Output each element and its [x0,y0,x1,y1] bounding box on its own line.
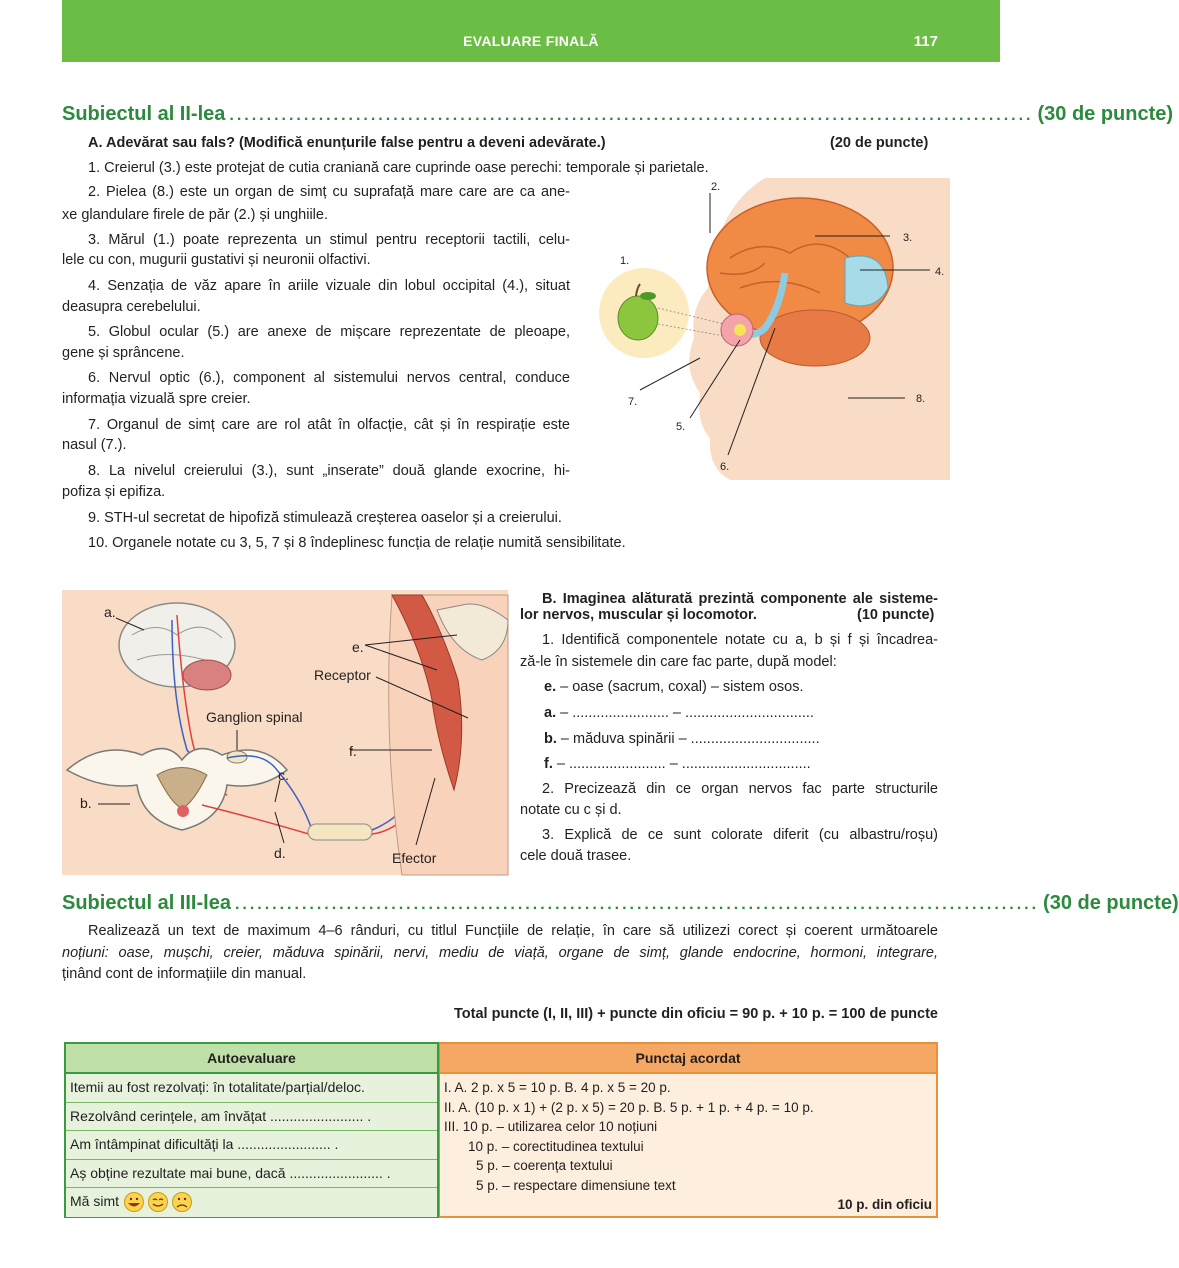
score-line-4: 10 p. – corectitudinea textului [468,1138,644,1154]
evaluation-table [64,1042,938,1218]
b-q2-line-2: notate cu c și d. [520,802,622,818]
fig-label-3: 3. [903,232,913,244]
b-q3-line-1: 3. Explică de ce sunt colorate diferit (cu albastru/roșu) [542,827,938,843]
b-answer-b-text: – măduva spinării – ................................ [556,731,820,747]
item-3-line-1: 3. Mărul (1.) poate reprezenta un stimul pentru receptorii tactili, celu- [88,232,570,248]
b-answer-b-label: b. [544,731,557,747]
b-answer-f [544,755,811,773]
score-line-5: 5 p. – coerența textului [476,1158,613,1173]
apple-leaf [640,292,656,300]
b-answer-f-text: – ........................ – ................................ [552,756,811,772]
fig-label-1: 1. [620,255,630,267]
self-eval-row-3: Am întâmpinat dificultăți la ........................ . [66,1131,437,1160]
fig2-label-f: f. [349,743,357,759]
score-line-1: I. A. 2 p. x 5 = 10 p. B. 4 p. x 5 = 20 p. [444,1080,671,1095]
header-title: EVALUARE FINALĂ [463,33,599,49]
item-9: 9. STH-ul secretat de hipofiză stimulează creșterea oaselor și a creierului. [88,510,562,526]
score-column [439,1042,938,1218]
sad-icon[interactable] [172,1193,191,1212]
fig2-label-receptor: Receptor [314,667,371,683]
fig-label-5: 5. [676,421,686,433]
score-list [440,1074,936,1215]
feeling-emojis [123,1191,195,1213]
fig-label-8: 8. [916,393,926,405]
b-example-text: – oase (sacrum, coxal) – sistem osos. [556,679,804,695]
part-a-title: A. Adevărat sau fals? (Modifică enunțurile false pentru a deveni adevărate.) [88,135,606,151]
page-number: 117 [913,33,938,50]
b-example [544,678,804,696]
part-a-points: (20 de puncte) [830,135,929,151]
s3-paragraph-line-2: noțiuni: oase, mușchi, creier, măduva spinării, nervi, mediu de viață, organe de simț, glande endocrine, hormoni, integrare, [62,945,938,961]
b-answer-b [544,730,820,748]
item-6-line-1: 6. Nervul optic (6.), component al sistemului nervos central, conduce [88,370,570,386]
cerebellum [760,310,870,366]
item-10: 10. Organele notate cu 3, 5, 7 și 8 îndeplinesc funcția de relație numită sensibilitate. [88,535,626,551]
fig2-label-b: b. [80,795,92,811]
part-b-title-2: lor nervos, muscular și locomotor. [520,607,757,623]
part-b-points: (10 puncte) [857,607,935,623]
fig-label-7: 7. [628,396,638,408]
self-eval-row-4: Aș obține rezultate mai bune, dacă ........................ . [66,1160,437,1189]
s3-paragraph-line-1: Realizează un text de maximum 4–6 rânduri, cu titlul Funcțiile de relație, în care să utilizezi corect și coerent următoarele [88,923,938,939]
nerve-bundle [308,824,372,840]
cerebellum-drawing [183,660,231,690]
score-line-3: III. 10 p. – utilizarea celor 10 noțiuni [444,1119,658,1134]
smile-icon[interactable] [148,1193,167,1212]
b-answer-f-label: f. [544,756,553,772]
item-1: 1. Creierul (3.) este protejat de cutia craniană care cuprinde oase perechi: temporale și parietale. [88,160,709,176]
score-line-6: 5 p. – respectare dimensiune text [476,1177,676,1193]
apple [618,296,658,340]
score-oficiu: 10 p. din oficiu [837,1197,932,1212]
section-2-points: (30 de puncte) [1037,103,1174,125]
self-eval-row-5 [66,1188,437,1217]
eye-lens [734,324,746,336]
item-8-line-1: 8. La nivelul creierului (3.), sunt „inserate” două glande exocrine, hi- [88,463,570,479]
fig2-label-ganglion: Ganglion spinal [206,709,303,725]
item-6-line-2: informația vizuală spre creier. [62,391,251,407]
dot-leader-3: ............................................................................................................ [234,896,1040,913]
nervous-system-figure [62,590,508,875]
self-evaluation-header: Autoevaluare [66,1044,437,1074]
item-8-line-2: pofiza și epifiza. [62,484,166,500]
self-eval-row-2: Rezolvând cerințele, am învățat ........................ . [66,1103,437,1132]
s3-paragraph-line-3: ținând cont de informațiile din manual. [62,966,307,982]
fig-label-4: 4. [935,266,945,278]
self-evaluation-column [64,1042,439,1218]
b-q3-line-2: cele două trasee. [520,848,632,864]
part-b-title-1: B. Imaginea alăturată prezintă componente ale sisteme- [542,591,938,607]
section-2-heading: Subiectul al II-lea [62,103,226,125]
b-example-label: e. [544,679,557,695]
central-canal [177,805,189,817]
fig2-label-e: e. [352,639,364,655]
big-smile-icon[interactable] [124,1193,143,1212]
fig-label-2: 2. [711,181,721,193]
total-points: Total puncte (I, II, III) + puncte din oficiu = 90 p. + 10 p. = 100 de puncte [454,1006,938,1022]
b-q1-line-2: ză-le în sistemele din care fac parte, după model: [520,654,837,670]
b-answer-a [544,704,814,722]
score-header: Punctaj acordat [440,1044,936,1074]
section-3-heading: Subiectul al III-lea [62,892,231,914]
fig2-label-d: d. [274,845,286,861]
head-figure [590,178,950,480]
item-7-line-2: nasul (7.). [62,437,127,453]
fig2-label-a: a. [104,604,116,620]
b-answer-a-label: a. [544,705,557,721]
item-3-line-2: lele cu con, mugurii gustativi și neuronii olfactivi. [62,252,371,268]
item-4-line-2: deasupra cerebelului. [62,299,201,315]
feeling-label: Mă simt [70,1193,119,1209]
item-5-line-1: 5. Globul ocular (5.) are anexe de mișcare reprezentate de pleoape, [88,324,570,340]
b-q2-line-1: 2. Precizează din ce organ nervos fac parte structurile [542,781,938,797]
item-4-line-1: 4. Senzația de văz apare în ariile vizuale din lobul occipital (4.), situat [88,278,570,294]
self-eval-row-1: Itemii au fost rezolvați: în totalitate/parțial/deloc. [66,1074,437,1103]
fig2-label-effector: Efector [392,850,437,866]
item-2-line-1: 2. Pielea (8.) este un organ de simț cu suprafață mare care are ca ane- [88,184,570,200]
b-q1-line-1: 1. Identifică componentele notate cu a, b și f și încadrea- [542,632,938,648]
fig2-label-c: c. [278,767,289,783]
item-7-line-1: 7. Organul de simț care are rol atât în olfacție, cât și în respirație este [88,417,570,433]
section-2-title [62,103,1174,126]
b-answer-a-text: – ........................ – ................................ [556,705,814,721]
page-header [62,0,1000,62]
fig-label-6: 6. [720,461,730,473]
score-line-2: II. A. (10 p. x 1) + (2 p. x 5) = 20 p. B. 5 p. + 1 p. + 4 p. = 10 p. [444,1099,814,1115]
dot-leader: ............................................................................................................ [229,107,1034,124]
item-2-line-2: xe glandulare firele de păr (2.) și unghiile. [62,207,328,223]
section-3-points: (30 de puncte) [1043,892,1179,914]
section-3-title [62,892,1179,915]
item-5-line-2: gene și sprâncene. [62,345,185,361]
